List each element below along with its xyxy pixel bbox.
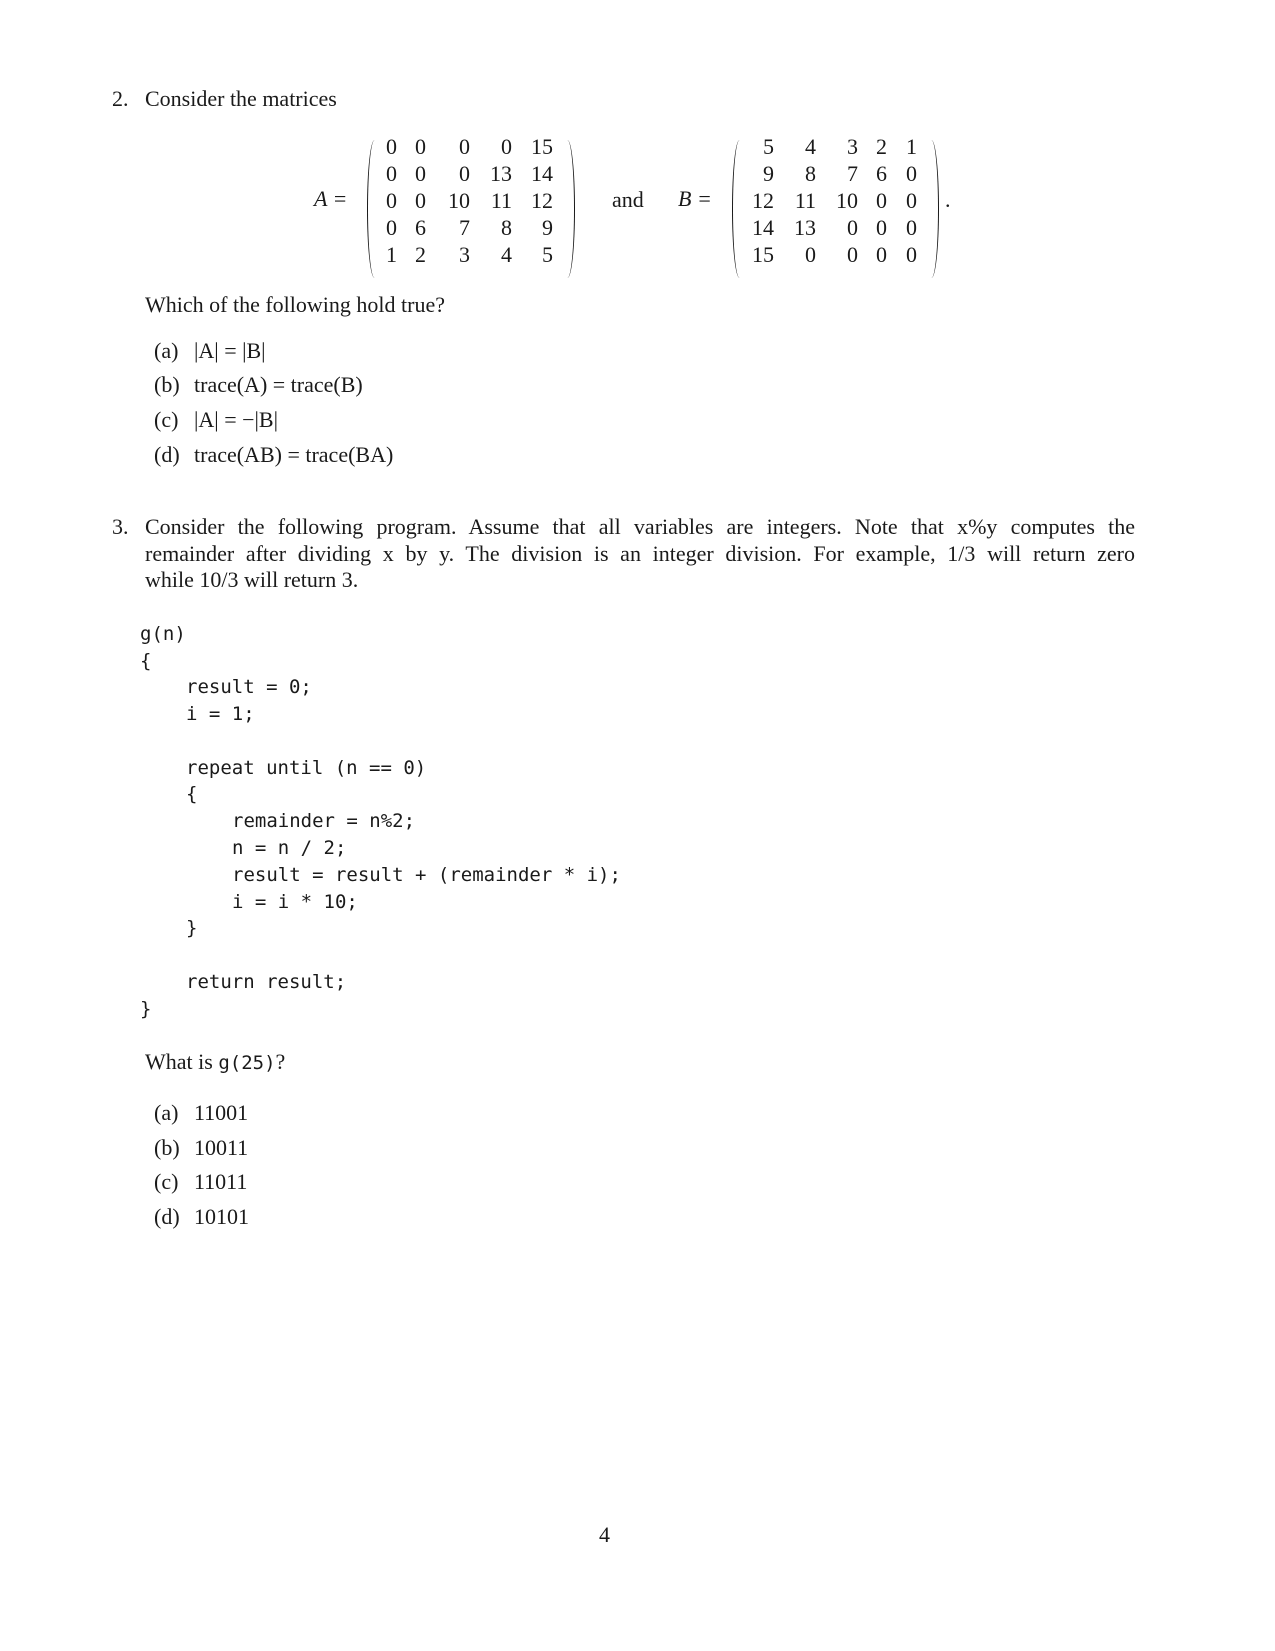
matrix-a-cell: 8 (501, 215, 512, 240)
matrix-a-cell: 0 (386, 188, 397, 213)
question-2-option-b (154, 372, 363, 398)
matrix-b-cell: 0 (906, 242, 917, 267)
code-line: repeat until (n == 0) (186, 757, 427, 779)
question-2-option-c (154, 407, 278, 433)
matrix-a-cell: 7 (459, 215, 470, 240)
matrix-a-cell: 0 (459, 161, 470, 186)
code-line: return result; (186, 971, 347, 993)
matrix-b-cell: 1 (906, 134, 917, 159)
question-3-option-a (154, 1100, 248, 1126)
matrix-a-cell: 5 (542, 242, 553, 267)
question-3-option-c (154, 1169, 247, 1195)
matrix-a-cell: 15 (531, 134, 553, 159)
matrix-a-label: A = (314, 186, 348, 211)
option-text: trace(AB) = trace(BA) (194, 442, 394, 467)
prompt-suffix: ? (275, 1049, 286, 1074)
matrix-b-cell: 3 (847, 134, 858, 159)
matrix-b-left-paren (732, 140, 747, 278)
code-line: n = n / 2; (232, 837, 347, 859)
option-label: (a) (154, 1100, 179, 1125)
code-line: } (186, 917, 198, 939)
question-2-option-a (154, 338, 266, 364)
matrix-b-cell: 2 (876, 134, 887, 159)
option-text: 10101 (194, 1204, 249, 1229)
matrix-a-cell: 14 (531, 161, 553, 186)
matrix-b-cell: 14 (752, 215, 774, 240)
matrix-b-cell: 8 (805, 161, 816, 186)
code-line: remainder = n%2; (232, 810, 416, 832)
code-line: g(n) (140, 623, 186, 645)
matrix-a-cell: 10 (448, 188, 470, 213)
question-3-option-d (154, 1204, 249, 1230)
matrix-b-cell: 12 (752, 188, 774, 213)
page-number: 4 (599, 1522, 610, 1547)
question-2-number: 2. (112, 86, 129, 111)
matrix-b-cell: 0 (906, 161, 917, 186)
matrix-b-label: B = (678, 186, 712, 211)
matrix-a-cell: 0 (459, 134, 470, 159)
option-text: 10011 (194, 1135, 249, 1160)
matrix-a-cell: 11 (490, 188, 512, 213)
matrix-a-left-paren (367, 140, 382, 278)
option-label: (a) (154, 338, 179, 363)
question-3-intro-line-1: Consider the following program. Assume that all variables are integers. Note that x%y computes the (145, 514, 1135, 539)
matrix-period: . (945, 187, 951, 212)
matrix-a-cell: 12 (531, 188, 553, 213)
matrix-a-cell: 0 (386, 215, 397, 240)
matrix-a-cell: 0 (415, 188, 426, 213)
matrix-b-cell: 0 (876, 188, 887, 213)
option-text: |A| = −|B| (194, 407, 278, 432)
code-line: i = i * 10; (232, 891, 358, 913)
matrix-b-cell: 0 (906, 188, 917, 213)
matrix-a-cell: 6 (415, 215, 426, 240)
matrix-a-cell: 9 (542, 215, 553, 240)
option-label: (c) (154, 1169, 179, 1194)
code-line: { (140, 650, 152, 672)
matrix-b-cell: 5 (763, 134, 774, 159)
matrix-b-cell: 0 (847, 215, 858, 240)
option-text: 11011 (194, 1169, 248, 1194)
matrix-a-cell: 0 (501, 134, 512, 159)
matrix-b-cell: 9 (763, 161, 774, 186)
prompt-code: g(25) (218, 1052, 276, 1074)
question-3-prompt (145, 1049, 285, 1075)
option-label: (d) (154, 1204, 180, 1229)
matrix-connector: and (612, 187, 644, 212)
matrix-b-cell: 0 (876, 242, 887, 267)
option-label: (d) (154, 442, 180, 467)
matrix-b-cell: 13 (794, 215, 816, 240)
option-label: (b) (154, 1135, 180, 1160)
option-text: |A| = |B| (194, 338, 266, 363)
code-line: result = result + (remainder * i); (232, 864, 621, 886)
option-label: (c) (154, 407, 179, 432)
code-line: { (186, 783, 198, 805)
matrix-b-cell: 11 (794, 188, 816, 213)
matrix-a-cell: 0 (386, 161, 397, 186)
matrix-b-cell: 0 (847, 242, 858, 267)
question-3-option-b (154, 1135, 248, 1161)
matrix-a-cell: 2 (415, 242, 426, 267)
question-3-intro-line-2: remainder after dividing x by y. The division is an integer division. For example, 1/3 will return zero (145, 541, 1135, 566)
code-line: i = 1; (186, 703, 255, 725)
matrix-b-cell: 7 (847, 161, 858, 186)
matrix-a-cell: 0 (415, 134, 426, 159)
matrix-a-cell: 3 (459, 242, 470, 267)
question-2-option-d (154, 442, 393, 468)
question-3-intro-line-3: while 10/3 will return 3. (145, 567, 359, 592)
matrix-b-cell: 6 (876, 161, 887, 186)
matrix-a-cell: 4 (501, 242, 512, 267)
matrix-b-cell: 0 (805, 242, 816, 267)
matrix-a-cell: 1 (386, 242, 397, 267)
matrix-b-right-paren (924, 140, 939, 278)
question-2-intro: Consider the matrices (145, 86, 337, 111)
code-line: } (140, 998, 152, 1020)
question-2-prompt: Which of the following hold true? (145, 292, 445, 317)
matrix-a-cell: 0 (415, 161, 426, 186)
matrix-a-cell: 13 (490, 161, 512, 186)
matrix-a-cell: 0 (386, 134, 397, 159)
matrix-b-cell: 10 (836, 188, 858, 213)
matrix-a-right-paren (560, 140, 575, 278)
question-3-number: 3. (112, 514, 129, 539)
matrix-b-cell: 4 (805, 134, 816, 159)
matrix-b-cell: 0 (876, 215, 887, 240)
option-text: 11001 (194, 1100, 249, 1125)
option-label: (b) (154, 372, 180, 397)
prompt-prefix: What is (145, 1049, 219, 1074)
option-text: trace(A) = trace(B) (194, 372, 363, 397)
matrix-b-cell: 0 (906, 215, 917, 240)
matrix-b-cell: 15 (752, 242, 774, 267)
code-line: result = 0; (186, 676, 312, 698)
